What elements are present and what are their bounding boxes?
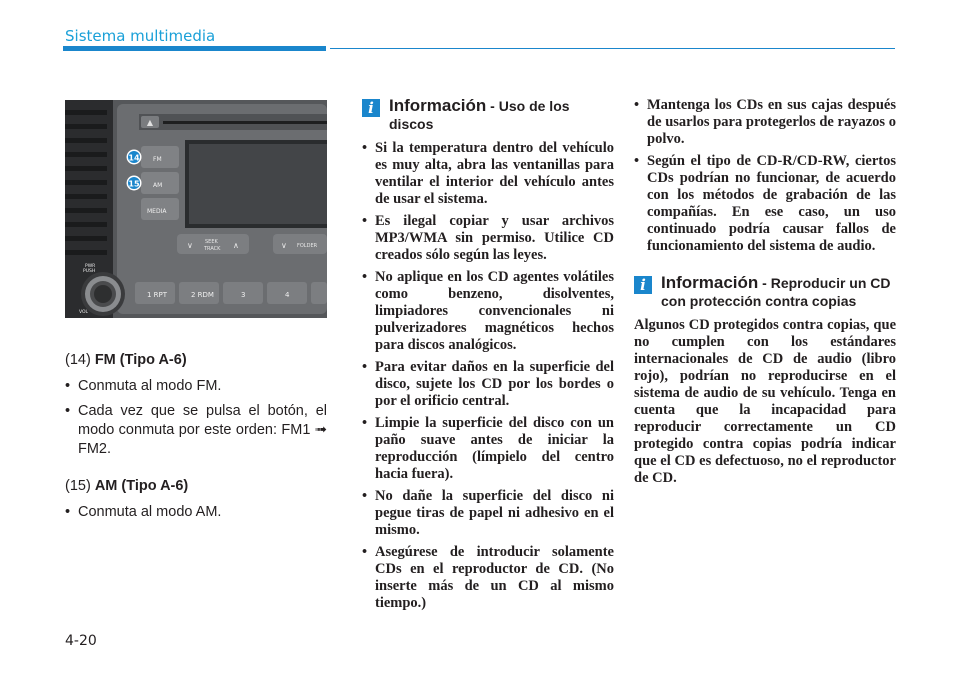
svg-text:PWR: PWR <box>85 264 96 269</box>
svg-text:AM: AM <box>153 182 163 189</box>
info-copy-protected-heading <box>634 274 896 311</box>
svg-text:TRACK: TRACK <box>204 246 221 252</box>
header-rule <box>330 48 895 49</box>
info-disc-usage-list-continued <box>634 97 896 255</box>
info-copy-protected-paragraph: Algunos CD protegidos contra copias, que no cumplen con los estándares internacionales de CD de audio (libro rojo), podrían no reproducirse en el sistema de audio de su vehículo. Tenga en cuenta que la incapacidad para reproducir correctamente un CD protegido contra copias podría indicar que el CD es defectuoso, no el reproductor de CD. <box>634 317 896 486</box>
item-14-heading <box>65 351 327 370</box>
info-disc-usage-list <box>362 140 614 612</box>
item-15-title: AM (Tipo A-6) <box>94 478 189 494</box>
svg-text:SEEK: SEEK <box>205 239 218 245</box>
svg-text:3: 3 <box>241 291 246 299</box>
info-icon: i <box>362 99 380 117</box>
svg-text:PUSH: PUSH <box>83 269 96 274</box>
svg-text:MEDIA: MEDIA <box>147 208 167 215</box>
info-title-main: Información <box>389 96 487 115</box>
list-item: • No aplique en los CD agentes volátiles como benzeno, disolventes, limpiadores convencionales ni pulverizadores magnéticos hechos para discos analógicos. <box>362 269 614 354</box>
list-item: • Si la temperatura dentro del vehículo es muy alta, abra las ventanillas para ventilar el interior del vehículo antes de usar el sistema. <box>362 140 614 208</box>
audio-unit-illustration <box>65 100 327 318</box>
item-15-list <box>65 503 327 522</box>
list-item: • Asegúrese de introducir solamente CDs en el reproductor de CD. (No inserte más de un CD al mismo tiempo.) <box>362 544 614 612</box>
list-item: • Limpie la superficie del disco con un paño suave antes de iniciar la reproducción (límpielo del centro hacia fuera). <box>362 415 614 483</box>
svg-text:15: 15 <box>128 179 140 189</box>
page-number: 4-20 <box>65 633 97 649</box>
svg-text:14: 14 <box>128 153 140 163</box>
item-15-number: (15) <box>65 478 91 494</box>
list-item: • Mantenga los CDs en sus cajas después de usarlos para protegerlos de rayazos o polvo. <box>634 97 896 148</box>
info-disc-usage <box>362 97 614 617</box>
svg-text:∨: ∨ <box>187 241 193 250</box>
item-14-list <box>65 377 327 459</box>
svg-text:∨: ∨ <box>281 241 287 250</box>
item-14-title: FM (Tipo A-6) <box>94 352 187 368</box>
info-title-sub: - Uso de los discos <box>389 98 570 132</box>
info-icon: i <box>634 276 652 294</box>
svg-text:2 RDM: 2 RDM <box>191 291 214 299</box>
svg-text:FOLDER: FOLDER <box>297 243 318 249</box>
svg-text:4: 4 <box>285 291 290 299</box>
list-item: • Conmuta al modo AM. <box>65 503 327 522</box>
svg-text:FM: FM <box>153 156 162 163</box>
list-item: • No dañe la superficie del disco ni pegue tiras de papel ni adhesivo en el mismo. <box>362 488 614 539</box>
svg-text:VOL: VOL <box>79 310 89 315</box>
header-bar <box>63 46 326 51</box>
list-item: • Cada vez que se pulsa el botón, el modo conmuta por este orden: FM1 ➟ FM2. <box>65 402 327 459</box>
item-15-heading <box>65 477 327 496</box>
svg-text:1 RPT: 1 RPT <box>147 291 168 299</box>
right-column <box>634 97 896 487</box>
list-item: • Según el tipo de CD-R/CD-RW, ciertos CDs podrían no funcionar, de acuerdo con los métodos de grabación de las compañías. En ese caso, un uso continuado podría causar fallos de funcionamiento del sistema de audio. <box>634 153 896 255</box>
section-title: Sistema multimedia <box>65 27 216 45</box>
svg-text:▲: ▲ <box>146 118 154 127</box>
info-title-sub: - Reproducir un CD con protección contra copias <box>661 275 891 309</box>
list-item: • Es ilegal copiar y usar archivos MP3/WMA sin permiso. Utilice CD creados sólo según las leyes. <box>362 213 614 264</box>
list-item: • Conmuta al modo FM. <box>65 377 327 396</box>
left-column <box>65 351 327 528</box>
info-title-main: Información <box>661 273 759 292</box>
svg-text:∧: ∧ <box>233 241 239 250</box>
info-disc-usage-heading <box>362 97 614 134</box>
audio-unit-photo <box>65 100 327 318</box>
list-item: • Para evitar daños en la superficie del disco, sujete los CD por los bordes o por el orificio central. <box>362 359 614 410</box>
item-14-number: (14) <box>65 352 91 368</box>
